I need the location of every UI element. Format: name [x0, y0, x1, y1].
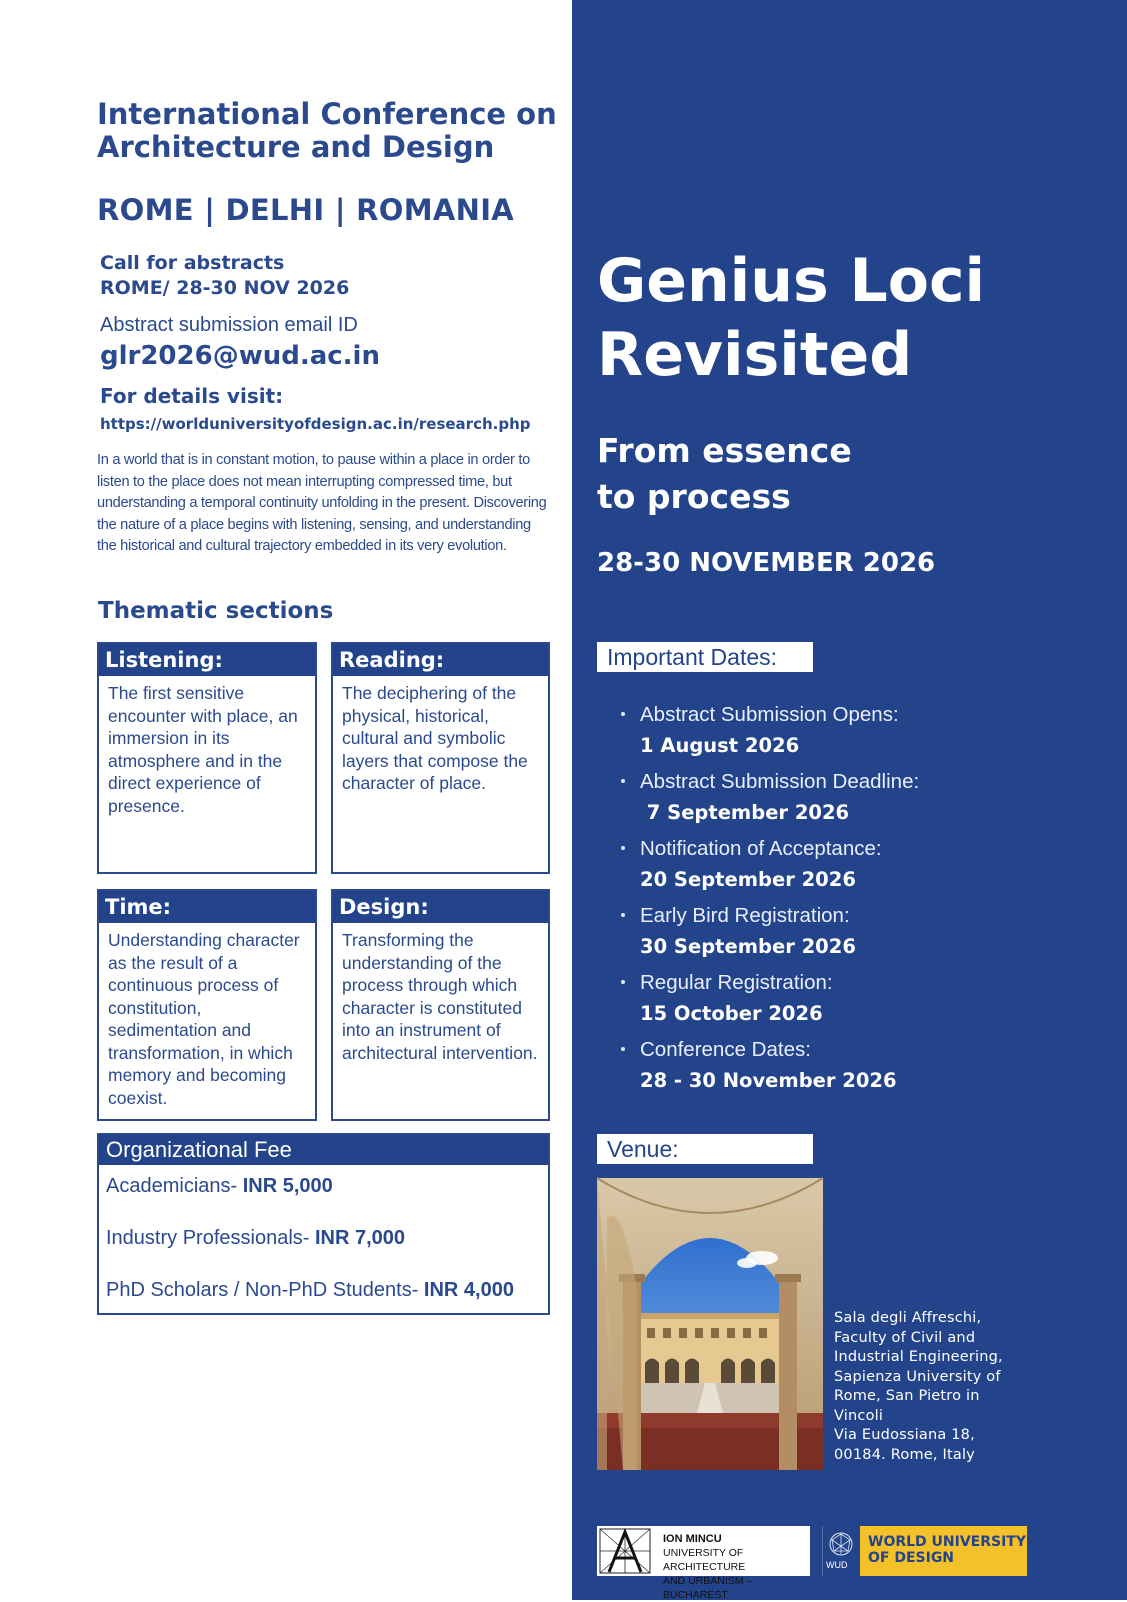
section-title: Listening: [99, 644, 315, 676]
conference-date-range: 28-30 NOVEMBER 2026 [597, 548, 936, 578]
venue-line: Sapienza University of [834, 1368, 1001, 1385]
submission-email-link[interactable]: glr2026@wud.ac.in [100, 341, 380, 371]
call-for-abstracts [100, 251, 349, 301]
venue-label: Venue: [597, 1134, 813, 1164]
venue-line: Faculty of Civil and [834, 1329, 976, 1346]
main-title-line2: Revisited [597, 320, 913, 390]
wud-emblem [822, 1526, 858, 1576]
section-design [331, 889, 550, 1121]
date-label: Notification of Acceptance: [640, 837, 882, 860]
section-title: Reading: [333, 644, 548, 676]
date-value: 15 October 2026 [640, 1002, 823, 1025]
date-value: 30 September 2026 [640, 935, 856, 958]
fee-title: Organizational Fee [99, 1135, 548, 1165]
wud-name-line1: WORLD UNIVERSITY [868, 1534, 1026, 1550]
fee-row-academicians [106, 1175, 333, 1198]
date-value: 1 August 2026 [640, 734, 800, 757]
cities: ROME | DELHI | ROMANIA [97, 193, 515, 227]
date-label: Regular Registration: [640, 971, 833, 994]
date-value: 28 - 30 November 2026 [640, 1069, 897, 1092]
list-item [620, 700, 1020, 767]
venue-line: Via Eudossiana 18, [834, 1427, 975, 1443]
date-value: 7 September 2026 [640, 801, 850, 824]
section-listening [97, 642, 317, 874]
venue-line: Rome, San Pietro in [834, 1388, 980, 1404]
venue-line: Industrial Engineering, [834, 1349, 1003, 1365]
fee-amount: INR 5,000 [242, 1175, 333, 1197]
venue-address [834, 1309, 1054, 1465]
list-item [620, 968, 1020, 1035]
intro-paragraph: In a world that is in constant motion, to pause within a place in order to listen to the place does not mean interrupting compressed time, but understanding a temporal continuity unfolding in the present. Discovering the nature of a place begins with listening, sensing, and understanding the historical and cultural trajectory embedded in its very evolution. [97, 452, 547, 554]
call-for-abstracts-label: Call for abstracts [100, 252, 285, 274]
fee-amount: INR 4,000 [423, 1279, 514, 1301]
email-label: Abstract submission email ID [100, 314, 358, 336]
date-label: Abstract Submission Opens: [640, 703, 899, 726]
wud-name-line2: OF DESIGN [868, 1550, 955, 1566]
section-time [97, 889, 317, 1121]
subtitle-line2: to process [597, 477, 791, 516]
courtyard-illustration [597, 1178, 823, 1470]
call-date: ROME/ 28-30 NOV 2026 [100, 277, 350, 299]
conference-title: International Conference on Architecture and Design [97, 97, 557, 164]
date-label: Conference Dates: [640, 1038, 811, 1061]
subtitle [597, 428, 852, 520]
date-value: 20 September 2026 [640, 868, 856, 891]
ion-mincu-subtitle: UNIVERSITY OF ARCHITECTURE [663, 1547, 746, 1573]
organizational-fee [97, 1133, 550, 1315]
section-text: Transforming the understanding of the process through which character is constituted into an instrument of architectural intervention. [342, 930, 538, 1063]
section-text: The deciphering of the physical, historical, cultural and symbolic layers that compose the character of place. [342, 683, 528, 793]
important-dates-list [620, 700, 1020, 1102]
venue-line: Sala degli Affreschi, [834, 1310, 982, 1326]
details-url-link[interactable]: https://worlduniversityofdesign.ac.in/research.php [100, 415, 531, 433]
section-reading [331, 642, 550, 874]
list-item [620, 834, 1020, 901]
details-label: For details visit: [100, 384, 284, 408]
main-title [597, 244, 1117, 392]
section-text: The first sensitive encounter with place, an immersion in its atmosphere and in the direct experience of presence. [108, 683, 298, 816]
ion-mincu-name: ION MINCU [663, 1533, 722, 1545]
date-label: Abstract Submission Deadline: [640, 770, 920, 793]
important-dates-label: Important Dates: [597, 642, 813, 672]
list-item [620, 767, 1020, 834]
date-label: Early Bird Registration: [640, 904, 850, 927]
fee-label: PhD Scholars / Non-PhD Students- [106, 1279, 424, 1301]
fee-label: Industry Professionals- [106, 1227, 315, 1249]
main-title-line1: Genius Loci [597, 246, 986, 316]
section-title: Design: [333, 891, 548, 923]
wud-globe-icon [828, 1531, 854, 1557]
fee-label: Academicians- [106, 1175, 243, 1197]
thematic-sections-heading: Thematic sections [98, 598, 334, 624]
venue-line: Vincoli [834, 1407, 884, 1424]
venue-photo [597, 1178, 823, 1470]
fee-row-scholars [106, 1279, 514, 1302]
venue-line: 00184. Rome, Italy [834, 1446, 975, 1463]
subtitle-line1: From essence [597, 431, 852, 470]
world-university-of-design-logo [860, 1526, 1027, 1576]
fee-amount: INR 7,000 [314, 1227, 406, 1249]
wud-small-label: WUD [826, 1560, 848, 1570]
fee-row-industry [106, 1227, 405, 1250]
section-title: Time: [99, 891, 315, 923]
ion-mincu-emblem-icon [599, 1528, 651, 1574]
ion-mincu-subtitle: AND URBANISM – BUCHAREST [663, 1575, 753, 1601]
list-item [620, 901, 1020, 968]
section-text: Understanding character as the result of a continuous process of constitution, sedimentation and transformation, in which memory and becoming coexist. [108, 930, 300, 1108]
list-item [620, 1035, 1020, 1102]
ion-mincu-logo [597, 1526, 810, 1601]
